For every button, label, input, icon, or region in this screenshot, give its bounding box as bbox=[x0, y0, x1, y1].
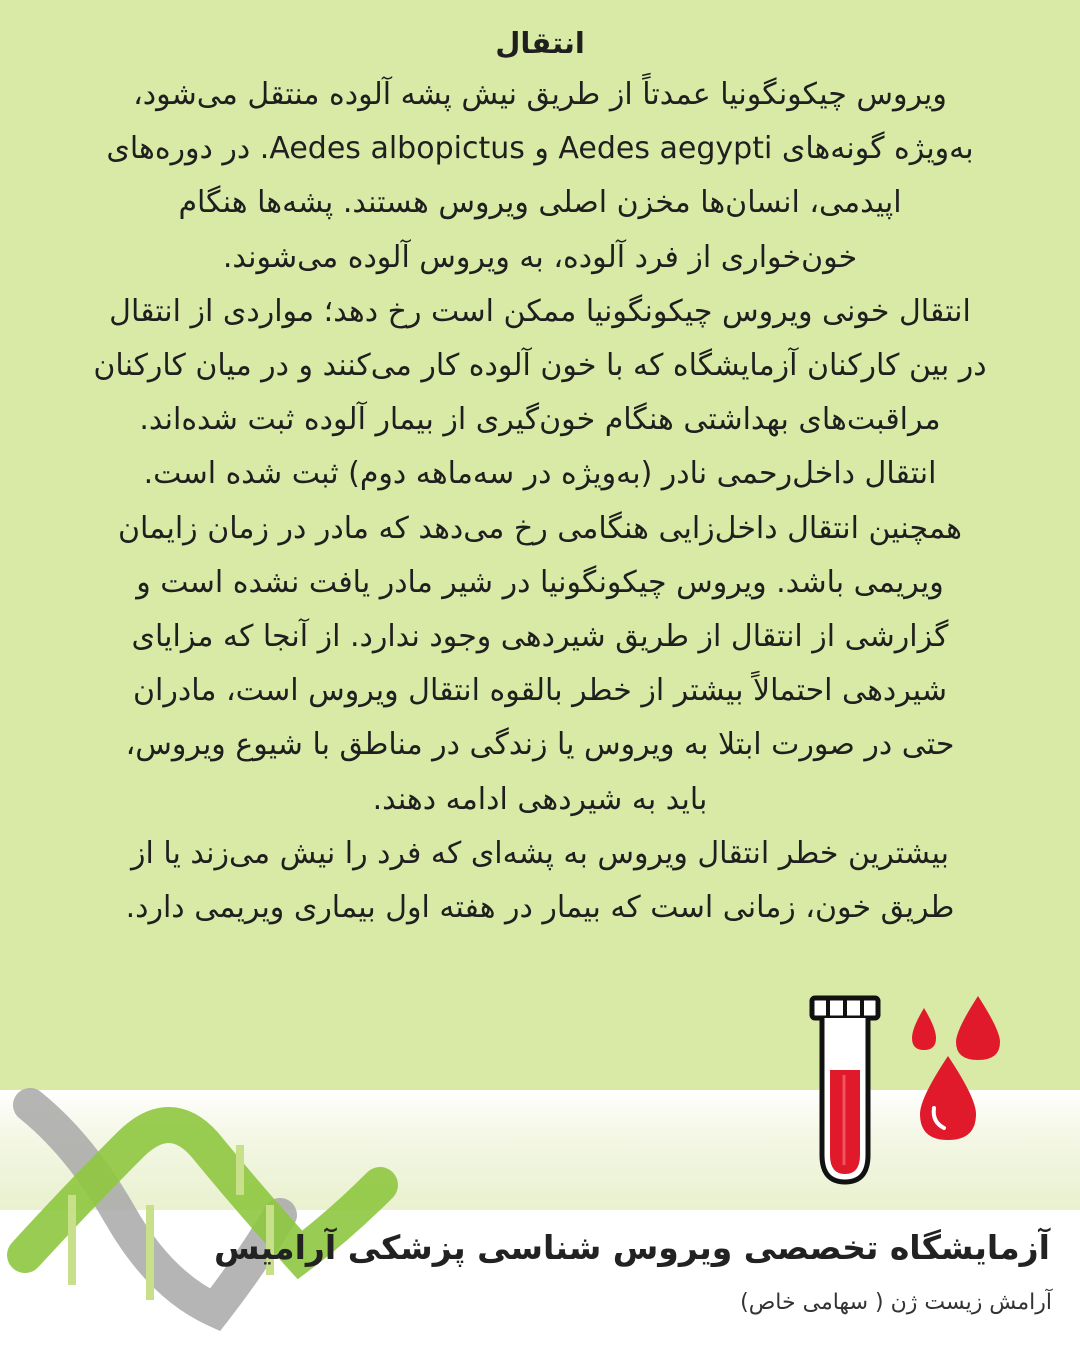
article-title: انتقال bbox=[495, 26, 585, 60]
article bbox=[0, 18, 1080, 935]
paragraph-highest-risk: بیشترین خطر انتقال ویروس به پشه‌ای که فرد را نیش می‌زند یا از طریق خون، زمانی است که بیمار در هفته اول بیماری ویریمی دارد. bbox=[125, 835, 955, 926]
company-name: آرامش زیست ژن ( سهامی خاص) bbox=[740, 1290, 1052, 1315]
paragraph-blood-transmission: انتقال خونی ویروس چیکونگونیا ممکن است رخ دهد؛ مواردی از انتقال در بین کارکنان آزمایشگاه که با خون آلوده کار می‌کنند و در میان کارکنان مراقبت‌های بهداشتی هنگام خون‌گیری از بیمار آلوده ثبت شده‌اند. bbox=[93, 293, 987, 438]
blood-drops-icon bbox=[900, 990, 1010, 1150]
lab-name: آزمایشگاه تخصصی ویروس شناسی پزشکی آرامیس bbox=[214, 1228, 1050, 1267]
paragraph-mosquito-transmission: ویروس چیکونگونیا عمدتاً از طریق نیش پشه آلوده منتقل می‌شود، به‌ویژه گونه‌های Aedes aegypti و Aedes albopictus. در دوره‌های اپیدمی، انسان‌ها مخزن اصلی ویروس هستند. پشه‌ها هنگام خون‌خواری از فرد آلوده، به ویروس آلوده می‌شوند. bbox=[106, 77, 974, 275]
paragraph-maternal-transmission: انتقال داخل‌رحمی نادر (به‌ویژه در سه‌ماهه دوم) ثبت شده است. همچنین انتقال داخل‌زایی هنگامی رخ می‌دهد که مادر در زمان زایمان ویریمی باشد. ویروس چیکونگونیا در شیر مادر یافت نشده است و گزارشی از انتقال از طریق شیردهی وجود ندارد. از آنجا که مزایای شیردهی احتمالاً بیشتر از خطر بالقوه انتقال ویروس است، مادران حتی در صورت ابتلا به ویروس یا زندگی در مناطق با شیوع ویروس، باید به شیردهی ادامه دهند. bbox=[117, 456, 962, 817]
lab-logo-icon bbox=[0, 1085, 420, 1355]
test-tube-icon bbox=[800, 990, 900, 1190]
